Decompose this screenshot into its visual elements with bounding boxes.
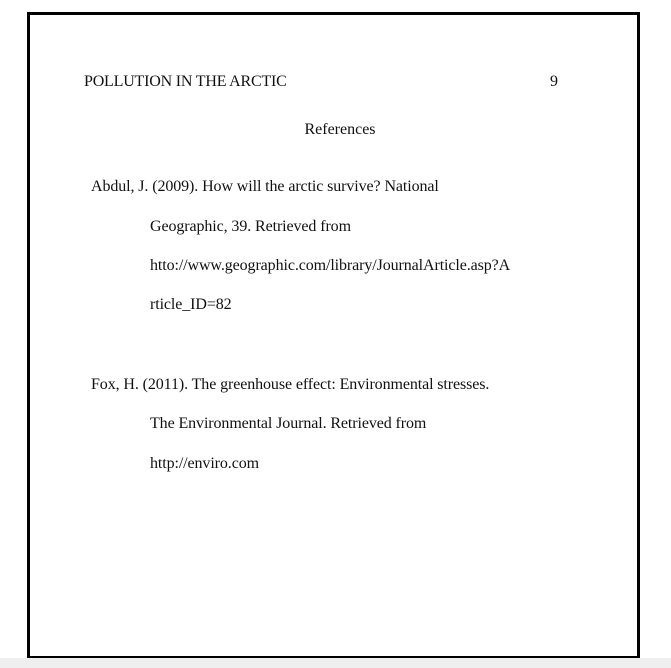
reference-line: Geographic, 39. Retrieved from: [150, 218, 351, 235]
reference-line: rticle_ID=82: [150, 296, 232, 313]
running-head: POLLUTION IN THE ARCTIC: [84, 73, 287, 90]
reference-line: Fox, H. (2011). The greenhouse effect: Environmental stresses.: [91, 376, 490, 393]
document-page: [27, 12, 640, 659]
references-heading: References: [304, 121, 376, 138]
reference-line: htto://www.geographic.com/library/JournalArticle.asp?A: [150, 257, 511, 274]
reference-line: Abdul, J. (2009). How will the arctic survive? National: [91, 178, 439, 195]
reference-line: The Environmental Journal. Retrieved from: [150, 415, 427, 432]
reference-line: http://enviro.com: [150, 455, 259, 472]
page-number: 9: [550, 73, 558, 90]
bottom-strip: [0, 658, 671, 668]
